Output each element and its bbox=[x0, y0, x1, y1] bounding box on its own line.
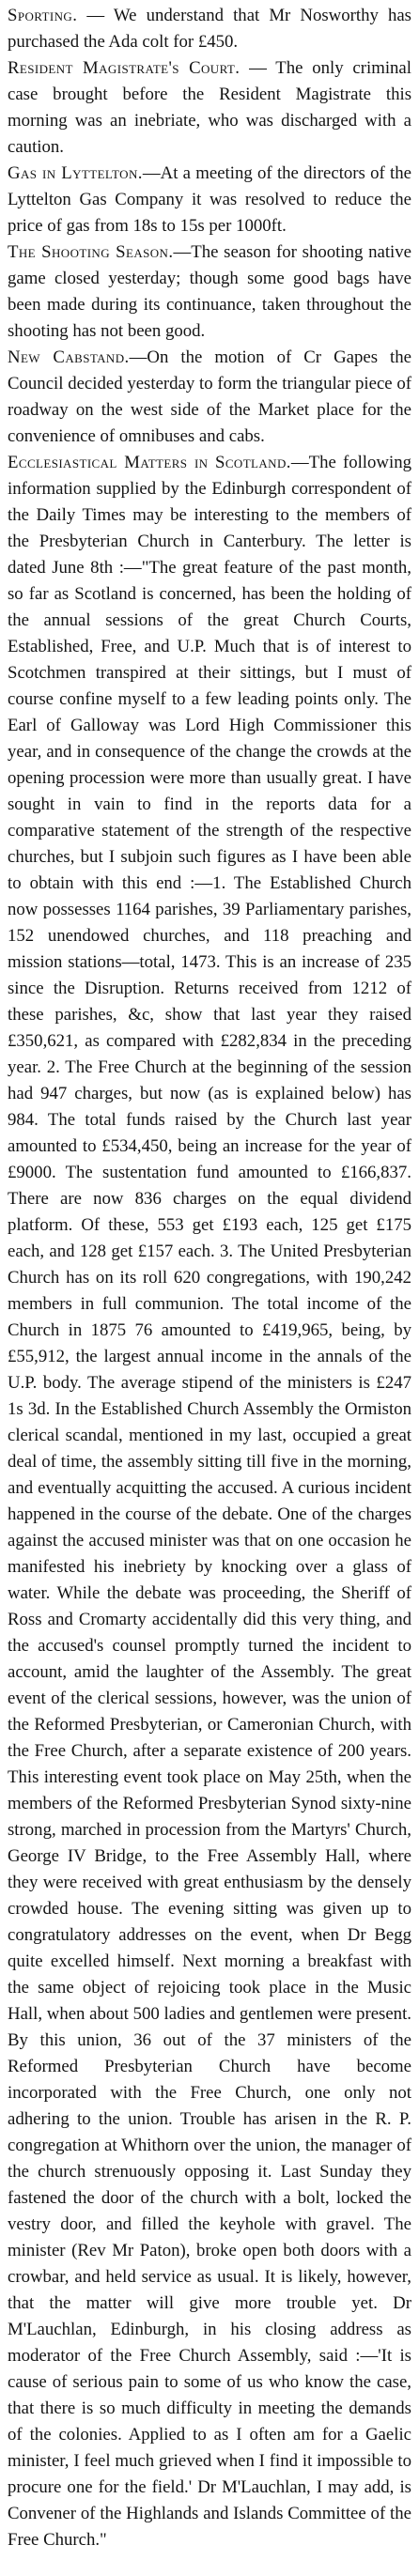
item-heading: Gas in Lyttelton. bbox=[8, 163, 143, 183]
item-heading: Ecclesiastical Matters in Scotland. bbox=[8, 453, 291, 472]
item-heading: New Cabstand. bbox=[8, 347, 130, 367]
item-body: —The season for shooting native game closed yesterday; though some good bags have been made during its continuance, taken throughout the shooting has not been good. bbox=[8, 242, 412, 341]
item-heading: The Shooting Season. bbox=[8, 242, 174, 262]
item-body: — We understand that Mr Nosworthy has purchased the Ada colt for £450. bbox=[8, 6, 411, 52]
item-heading: Sporting. bbox=[8, 6, 78, 25]
news-item-ecclesiastical-matters bbox=[8, 450, 411, 2553]
news-item-new-cabstand bbox=[8, 345, 411, 450]
item-body: — The only criminal case brought before the Resident Magistrate this morning was an inebriate, who was discharged with a caution. bbox=[8, 58, 411, 157]
news-item-gas-in-lyttelton bbox=[8, 161, 411, 239]
item-body: —On the motion of Cr Gapes the Council decided yesterday to form the triangular piece of roadway on the west side of the Market place for the convenience of omnibuses and cabs. bbox=[8, 347, 412, 446]
item-heading: Resident Magistrate's Court. bbox=[8, 58, 241, 78]
news-item-resident-magistrates-court bbox=[8, 55, 411, 161]
news-item-sporting bbox=[8, 3, 411, 55]
news-item-shooting-season bbox=[8, 239, 411, 345]
item-body: —The following information supplied by the Edinburgh correspondent of the Daily Times may be interesting to the members of the Presbyterian Church in Canterbury. The letter is dated June 8th :—"The great feature of the past month, so far as Scotland is concerned, has been the holding of the annual sessions of the great Church Courts, Established, Free, and U.P. Much that is of interest to Scotchmen transpired at their sittings, but I must of course confine myself to a few leading points only. The Earl of Galloway was Lord High Commissioner this year, and in consequence of the change the crowds at the opening procession were more than usually great. I have sought in vain to find in the reports data for a comparative statement of the strength of the respective churches, but I subjoin such figures as I have been able to obtain with this end :—1. The Established Church now possesses 1164 parishes, 39 Parliamentary parishes, 152 unendowed churches, and 118 preaching and mission stations—total, 1473. This is an increase of 235 since the Disruption. Returns received from 1212 of these parishes, &c, show that last year they raised £350,621, as compared with £282,834 in the preceding year. 2. The Free Church at the beginning of the session had 947 charges, but now (as is explained below) has 984. The total funds raised by the Church last year amounted to £534,450, being an increase for the year of £9000. The sustentation fund amounted to £166,837. There are now 836 charges on the equal dividend platform. Of these, 553 get £193 each, 125 get £175 each, and 128 get £157 each. 3. The United Presbyterian Church has on its roll 620 congregations, with 190,242 members in full communion. The total income of the Church in 1875 76 amounted to £419,965, being, by £55,912, the largest annual income in the annals of the U.P. body. The average stipend of the ministers is £247 1s 3d. In the Established Church Assembly the Ormiston clerical scandal, mentioned in my last, occupied a great deal of time, the assembly sitting till five in the morning, and eventually acquitting the accused. A curious incident happened in the course of the debate. One of the charges against the accused minister was that on one occasion he manifested his inebriety by knocking over a glass of water. While the debate was proceeding, the Sheriff of Ross and Cromarty accidentally did this very thing, and the accused's counsel promptly turned the incident to account, amid the laughter of the Assembly. The great event of the clerical sessions, however, was the union of the Reformed Presbyterian, or Cameronian Church, with the Free Church, after a separate existence of 200 years. This interesting event took place on May 25th, when the members of the Reformed Presbyterian Synod sixty-nine strong, marched in procession from the Martyrs' Church, George IV Bridge, to the Free Assembly Hall, where they were received with great enthusiasm by the densely crowded house. The evening sitting was given up to congratulatory addresses on the event, when Dr Begg quite excelled himself. Next morning a breakfast with the same object of rejoicing took place in the Music Hall, when about 500 ladies and gentlemen were present. By this union, 36 out of the 37 ministers of the Reformed Presbyterian Church have become incorporated with the Free Church, one only not adhering to the union. Trouble has arisen in the R. P. congregation at Whithorn over the union, the manager of the church strenuously opposing it. Last Sunday they fastened the door of the church with a bolt, locked the vestry door, and filled the keyhole with gravel. The minister (Rev Mr Paton), broke open both doors with a crowbar, and held service as usual. It is likely, however, that the matter will give more trouble yet. Dr M'Lauchlan, Edinburgh, in his closing address as moderator of the Free Church Assembly, said :—'It is cause of serious pain to some of us who know the case, that there is so much difficulty in meeting the demands of the colonies. Applied to as I often am for a Gaelic minister, I feel much grieved when I find it impossible to procure one for the field.' Dr M'Lauchlan, I may add, is Convener of the Highlands and Islands Committee of the Free Church." bbox=[8, 453, 411, 2550]
item-body: —At a meeting of the directors of the Lyttelton Gas Company it was resolved to reduce the price of gas from 18s to 15s per 1000ft. bbox=[8, 163, 411, 236]
